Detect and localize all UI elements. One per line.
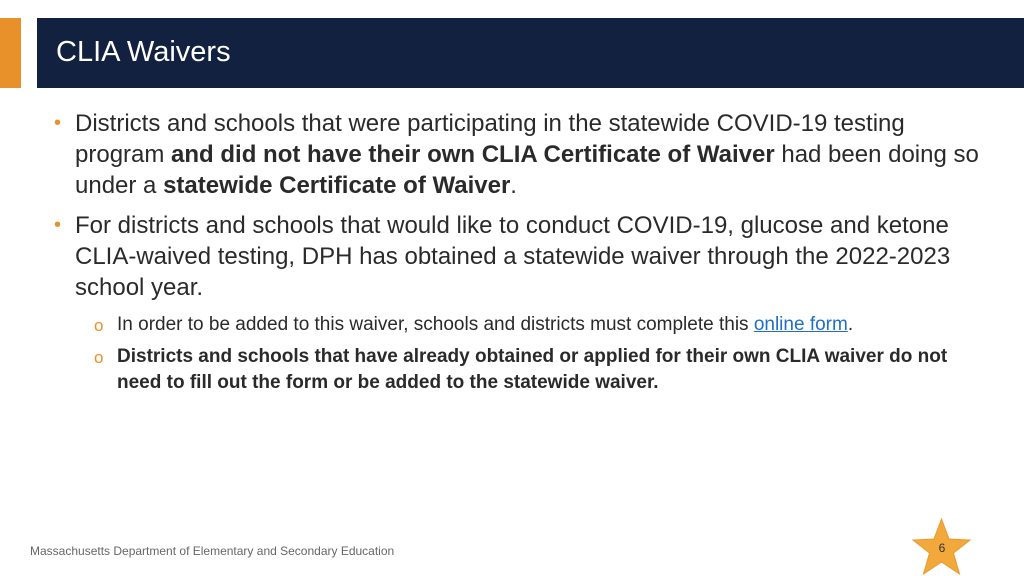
- sub-bullet-1-text: In order to be added to this waiver, schools and districts must complete this: [117, 314, 754, 335]
- page-number: 6: [938, 541, 946, 555]
- sub-bullet-1: [54, 312, 984, 338]
- title-accent-bar: [0, 18, 21, 88]
- bullet-1-text-c: .: [510, 172, 517, 199]
- sub-bullet-1-end: .: [847, 314, 854, 335]
- bullet-1: [54, 108, 984, 201]
- bullet-1-text-b: had been doing so under a: [75, 141, 979, 199]
- bullet-dot-icon: •: [54, 112, 62, 134]
- online-form-link[interactable]: online form: [753, 314, 848, 335]
- title-bar: [37, 18, 1024, 88]
- bullet-2-text: For districts and schools that would like to conduct COVID-19, glucose and ketone CLIA-waived testing, DPH has obtained a statewide waiver through the 2022-2023 school year.: [75, 212, 951, 301]
- slide-title: CLIA Waivers: [56, 36, 231, 68]
- circle-bullet-icon: o: [94, 316, 104, 335]
- bullet-1-bold-a: and did not have their own CLIA Certificate of Waiver: [171, 141, 775, 168]
- circle-bullet-icon: o: [94, 348, 104, 367]
- bullet-1-bold-b: statewide Certificate of Waiver: [163, 172, 511, 199]
- bullet-2: [54, 210, 984, 303]
- slide-content: [54, 108, 984, 402]
- bullet-1-text-a: Districts and schools that were participating in the statewide COVID-19 testing program: [75, 110, 905, 168]
- footer-org: Massachusetts Department of Elementary and Secondary Education: [30, 544, 395, 558]
- bullet-dot-icon: •: [54, 214, 62, 236]
- sub-bullet-2-text: Districts and schools that have already obtained or applied for their own CLIA waiver do not need to fill out the form or be added to the statewide waiver.: [117, 346, 948, 393]
- sub-bullet-2: [54, 344, 984, 396]
